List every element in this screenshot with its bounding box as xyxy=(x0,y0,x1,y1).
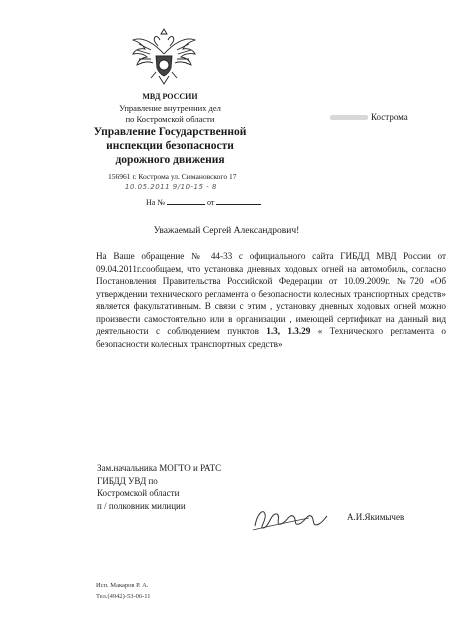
executor-name: Исп. Макаров Р. А. xyxy=(96,582,149,589)
handwritten-signature xyxy=(249,500,329,536)
redacted-text xyxy=(330,115,368,120)
region-title: по Костромской области xyxy=(125,114,215,124)
no-label: На № xyxy=(146,198,165,207)
department-title: Управление внутренних дел xyxy=(119,103,221,113)
signatory-rank: п / полковник милиции xyxy=(97,500,186,511)
reference-line xyxy=(146,198,261,207)
letter-text-2: « Технического регламента о безопасности колесных транспортных средств» xyxy=(96,326,446,349)
letter-points: 1.3, 1.3.29 xyxy=(266,326,311,336)
signatory-position-3: Костромской области xyxy=(97,488,180,498)
greeting: Уважаемый Сергей Александрович! xyxy=(153,226,300,236)
executor-phone: Тел.(4942)-53-06-11 xyxy=(96,593,151,600)
double-headed-eagle-emblem xyxy=(131,26,197,86)
executor-block xyxy=(96,580,151,602)
letter-body xyxy=(96,250,446,350)
recipient-block xyxy=(330,112,408,122)
letter-paragraph xyxy=(96,250,446,350)
signatory-position-1: Зам.начальника МОГТО и РАТС xyxy=(97,463,222,473)
org-address: 156961 г. Кострома ул. Симановского 17 xyxy=(108,172,237,181)
ministry-title: МВД РОССИИ xyxy=(142,92,198,101)
no-blank xyxy=(167,204,205,205)
org-name-line-1: Управление Государственной xyxy=(93,126,247,138)
handwritten-reference: 10.05.2011 9/10-15 - 8 xyxy=(125,183,217,191)
signatory-block xyxy=(97,462,221,512)
signatory-name: А.И.Якимычев xyxy=(347,512,405,522)
org-name-line-2: инспекции безопасности xyxy=(106,140,234,152)
recipient-city: Кострома xyxy=(371,112,408,122)
from-label: от xyxy=(206,198,215,207)
letter-text-1: На Ваше обращение № 44-33 с официального сайта ГИБДД МВД России от 09.04.2011г.сообщаем, что установка дневных ходовых огней на автомобиль, согласно Постановления Правительства Российской Федерации от 10.09.2009г. №720 «Об утверждении технического регламента о безопасности колесных транспортных средств» является факультативным. В связи с этим , установку дневных ходовых огней можно произвести самостоятельно или в организации , имеющей сертификат на данный вид деятельности с соблюдением пунктов xyxy=(96,251,446,336)
from-blank xyxy=(216,204,261,205)
signatory-position-2: ГИБДД УВД по xyxy=(97,475,158,486)
org-name-line-3: дорожного движения xyxy=(115,154,225,166)
